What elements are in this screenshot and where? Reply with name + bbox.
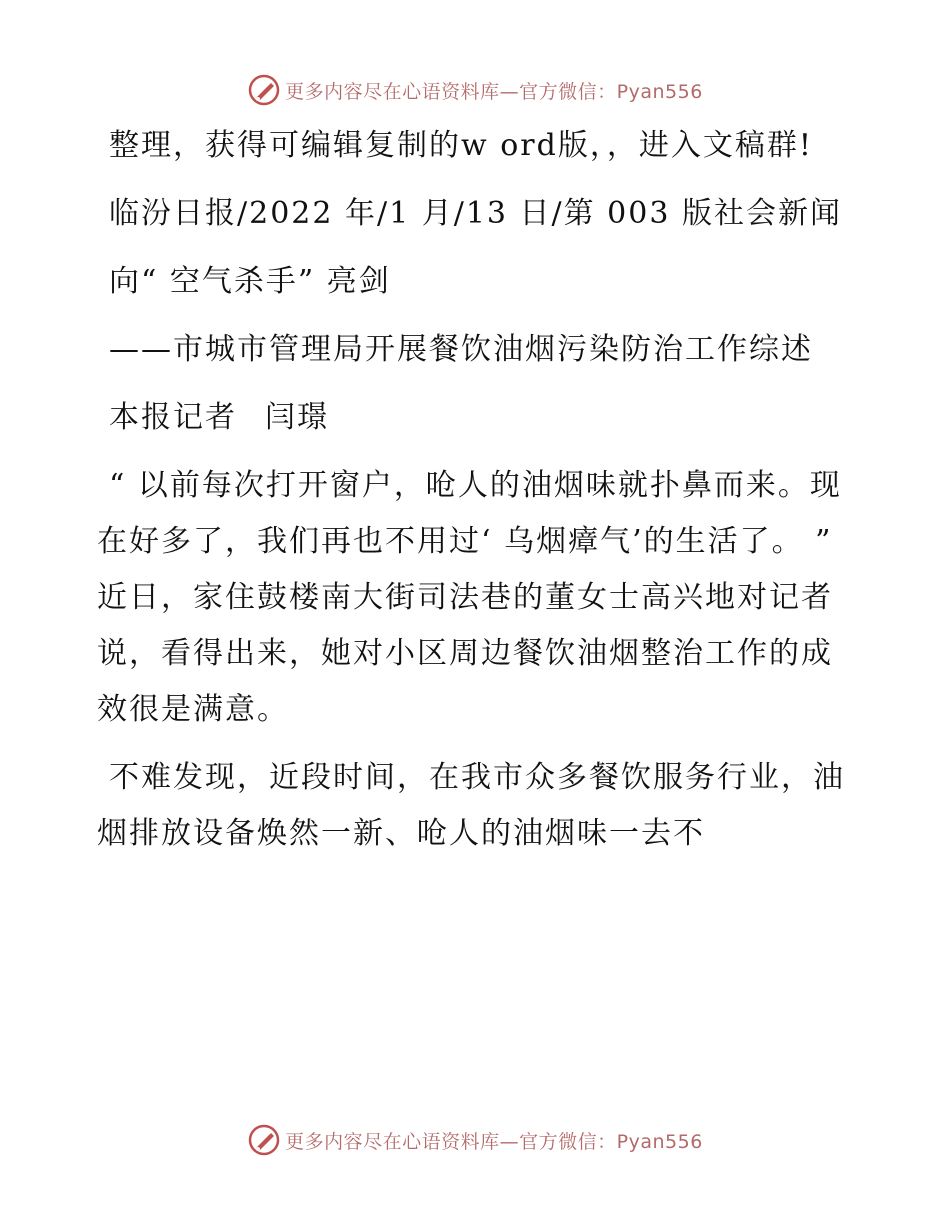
intro-text: 整理，获得可编辑复制的w ord版，，进入文稿群! <box>109 128 813 163</box>
byline-name: 闫璟 <box>265 400 329 435</box>
subheadline: ——市城市管理局开展餐饮油烟污染防治工作综述 <box>109 332 813 367</box>
watermark-text: 更多内容尽在心语资料库—官方微信：Pyan556 <box>285 1130 703 1153</box>
paragraph: 不难发现，近段时间，在我市众多餐饮服务行业，油烟排放设备焕然一新、呛人的油烟味一去不 <box>97 760 845 851</box>
pen-logo-icon <box>247 1123 281 1157</box>
watermark-footer <box>0 1120 950 1160</box>
article-body <box>97 118 849 874</box>
watermark-header <box>0 70 950 110</box>
paragraph: “ 以前每次打开窗户，呛人的油烟味就扑鼻而来。现在好多了，我们再也不用过‘ 乌烟瘴气’的生活了。 ” 近日，家住鼓楼南大街司法巷的董女士高兴地对记者说，看得出来，她对小区周边餐饮油烟整治工作的成效很是满意。 <box>97 468 842 727</box>
byline <box>97 390 849 446</box>
byline-label: 本报记者 <box>109 400 237 435</box>
pen-logo-icon <box>247 73 281 107</box>
headline: 向“ 空气杀手” 亮剑 <box>109 264 391 299</box>
watermark-text: 更多内容尽在心语资料库—官方微信：Pyan556 <box>285 80 703 103</box>
source-line: 临汾日报/2022 年/1 月/13 日/第 003 版社会新闻 <box>109 196 842 231</box>
